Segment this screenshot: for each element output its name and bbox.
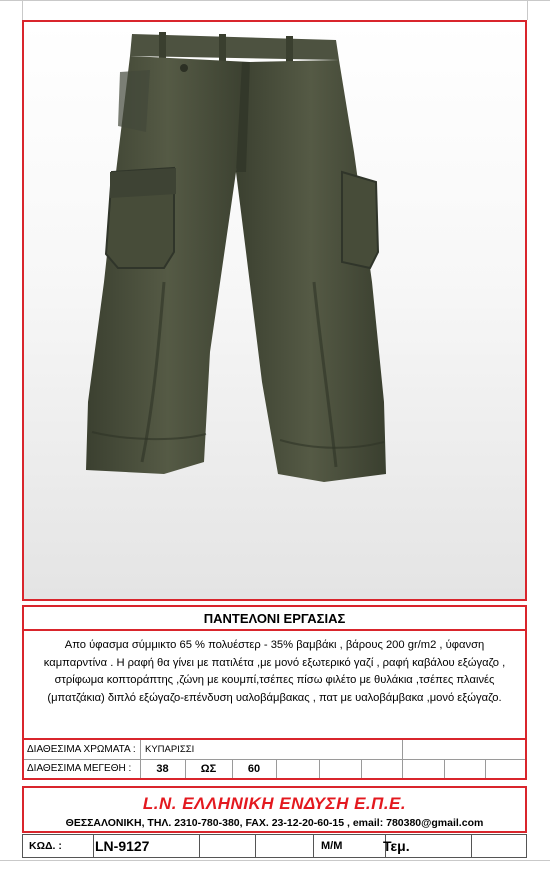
colors-value: ΚΥΠΑΡΙΣΣΙ — [145, 744, 195, 755]
product-photo-panel — [22, 20, 527, 601]
company-box — [22, 786, 527, 833]
grid-line — [0, 0, 550, 1]
grid-line — [0, 860, 550, 861]
size-from: 38 — [156, 762, 169, 775]
product-title: ΠΑΝΤΕΛΟΝΙ ΕΡΓΑΣΙΑΣ — [22, 605, 527, 631]
column-divider — [361, 759, 362, 778]
column-divider — [402, 740, 403, 759]
company-contact: ΘΕΣΣΑΛΟΝΙΚΗ, ΤΗΛ. 2310-780-380, FAX. 23-12-20-60-15 , email: 780380@gmail.com — [65, 817, 484, 829]
code-label: ΚΩΔ. : — [23, 835, 94, 857]
company-name: L.N. ΕΛΛΗΝΙΚΗ ΕΝΔΥΣΗ Ε.Π.Ε. — [142, 794, 407, 813]
column-divider — [319, 759, 320, 778]
footer-empty-cell — [191, 835, 256, 857]
footer-empty-cell — [255, 835, 314, 857]
size-separator: ΩΣ — [200, 762, 217, 775]
unit-label: Μ/Μ — [313, 835, 386, 857]
unit-value: Τεμ. — [377, 835, 472, 857]
grid-line — [527, 0, 528, 20]
work-pants-image — [24, 22, 525, 599]
colors-label: ΔΙΑΘΕΣΙΜΑ ΧΡΩΜΑΤΑ : — [27, 744, 136, 755]
footer-table — [22, 834, 527, 858]
product-description: Απο ύφασμα σύμμικτο 65 % πολυέστερ - 35% βαμβάκι , βάρους 200 gr/m2 , ύφανση καμπαρντίνα . Η ραφή θα γίνει με πατιλέτα ,με μονό εξωτερικό γαζί , ραφή καβάλου εξώγαζο , στρίφωμα κοπτοράπτης ,ζώνη με κουμπί,τσέπες πίσω φιλέτο με θυλάκια ,τσέπες πλαινές (μπατζάκια) διπλό εξώγαζο-επένδυση υαλοβάμβακας , πατ με υαλοβάμβακα ,μονό εξώγαζο. — [22, 631, 527, 738]
size-to: 60 — [247, 762, 261, 775]
column-divider — [402, 759, 403, 778]
sizes-label: ΔΙΑΘΕΣΙΜΑ ΜΕΓΕΘΗ : — [27, 763, 132, 774]
code-value: LN-9127 — [87, 835, 200, 857]
grid-line — [22, 0, 23, 20]
column-divider — [444, 759, 445, 778]
spec-table — [22, 738, 527, 780]
column-divider — [276, 759, 277, 778]
column-divider — [485, 759, 486, 778]
